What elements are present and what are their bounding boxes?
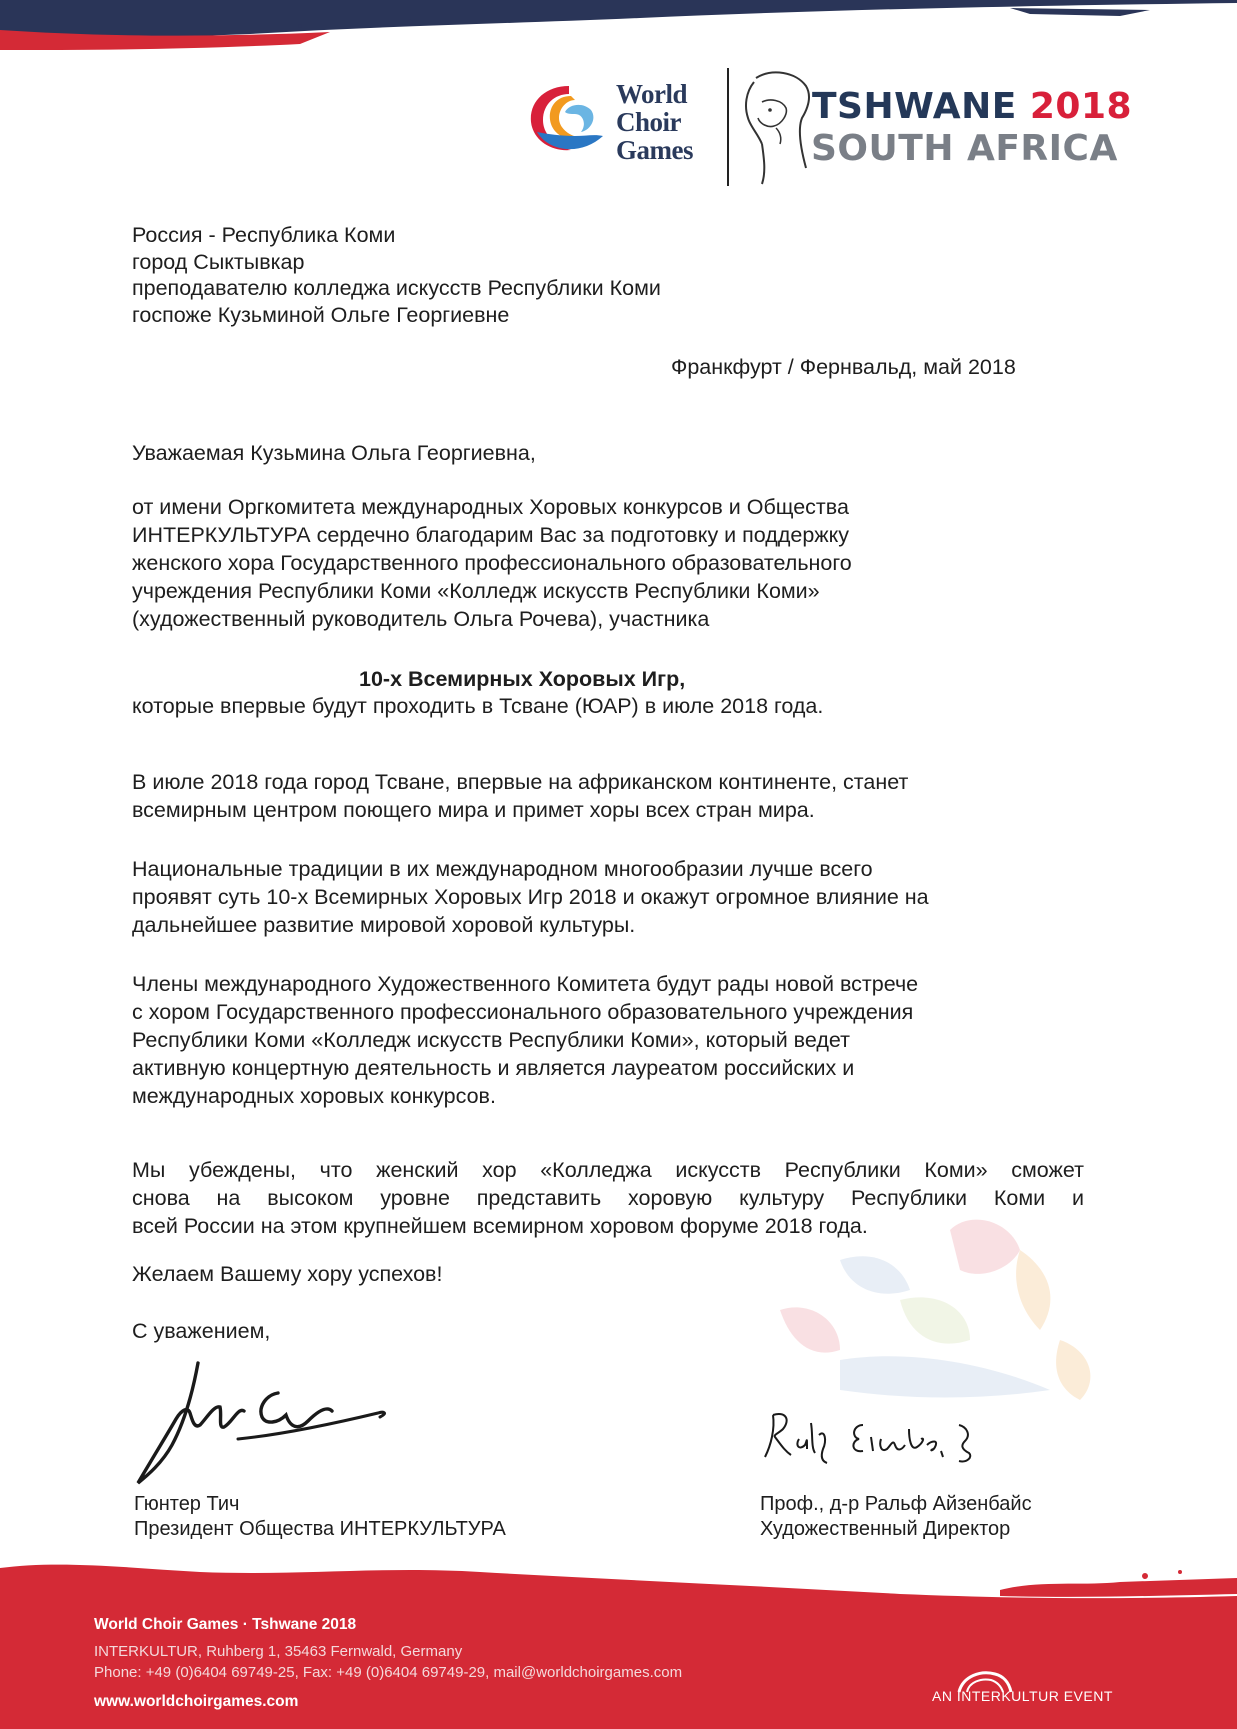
address-line: преподавателю колледжа искусств Республики Коми — [132, 276, 661, 300]
recipient-address — [132, 222, 661, 328]
wordmark-line-2: Choir — [616, 107, 681, 137]
wordmark-line-1: World — [616, 79, 688, 109]
paragraph-line: международных хоровых конкурсов. — [132, 1084, 496, 1108]
logo-divider — [727, 68, 729, 186]
closing: С уважением, — [132, 1319, 271, 1343]
paragraph-line: В июле 2018 года город Тсване, впервые на африканском континенте, станет — [132, 770, 909, 794]
signer-left-title: Президент Общества ИНТЕРКУЛЬТУРА — [134, 1518, 506, 1540]
signer-right — [760, 1492, 1032, 1542]
signature-left — [128, 1355, 398, 1495]
paragraph-5 — [132, 1156, 1084, 1240]
paragraph-line: всей России на этом крупнейшем всемирном хоровом форуме 2018 года. — [132, 1214, 868, 1238]
footer-title: World Choir Games · Tshwane 2018 — [94, 1616, 357, 1633]
lion-head-icon — [736, 68, 812, 186]
interkultur-event-mark: AN INTERKULTUR EVENT — [932, 1688, 1113, 1704]
world-choir-games-logo-icon — [525, 78, 613, 158]
paragraph-line: Республики Коми «Колледж искусств Республики Коми», который ведет — [132, 1028, 850, 1052]
event-date-line: которые впервые будут проходить в Тсване (ЮАР) в июле 2018 года. — [132, 694, 824, 718]
event-year: 2018 — [1029, 86, 1133, 127]
paragraph-2 — [132, 768, 908, 824]
footer — [0, 1560, 1237, 1729]
footer-address: INTERKULTUR, Ruhberg 1, 35463 Fernwald, Germany — [94, 1643, 463, 1660]
signer-left — [134, 1492, 506, 1542]
watermark-emblem — [720, 1190, 1160, 1530]
wordmark-line-3: Games — [616, 135, 693, 165]
event-city: TSHWANE — [812, 86, 1017, 127]
footer-website-link[interactable]: www.worldchoirgames.com — [94, 1693, 299, 1710]
paragraph-line: (художественный руководитель Ольга Рочева), участника — [132, 607, 710, 631]
paragraph-line: всемирным центром поющего мира и примет хоры всех стран мира. — [132, 798, 815, 822]
signer-left-name: Гюнтер Тич — [134, 1493, 240, 1515]
top-brush-stripe — [0, 0, 1237, 60]
paragraph-1 — [132, 493, 852, 633]
wish-line: Желаем Вашему хору успехов! — [132, 1262, 443, 1286]
paragraph-line: снова на высоком уровне представить хоровую культуру Республики Коми и — [132, 1186, 1084, 1210]
signer-right-name: Проф., д-р Ральф Айзенбайс — [760, 1493, 1032, 1515]
paragraph-line: ИНТЕРКУЛЬТУРА сердечно благодарим Вас за подготовку и поддержку — [132, 523, 850, 547]
event-title — [812, 86, 1132, 127]
paragraph-line: с хором Государственного профессионального образовательного учреждения — [132, 1000, 914, 1024]
address-line: город Сыктывкар — [132, 249, 305, 274]
address-line: госпоже Кузьминой Ольге Георгиевне — [132, 302, 510, 327]
paragraph-4 — [132, 970, 918, 1110]
paragraph-line: Члены международного Художественного Комитета будут рады новой встрече — [132, 972, 919, 996]
paragraph-line: Мы убеждены, что женский хор «Колледжа искусств Республики Коми» сможет — [132, 1158, 1084, 1182]
event-country: SOUTH AFRICA — [811, 128, 1118, 169]
paragraph-line: активную концертную деятельность и является лауреатом российских и — [132, 1056, 855, 1080]
salutation: Уважаемая Кузьмина Ольга Георгиевна, — [132, 441, 536, 465]
world-choir-games-wordmark — [616, 80, 726, 164]
signature-right — [755, 1405, 1015, 1475]
paragraph-line: проявят суть 10-х Всемирных Хоровых Игр 2018 и окажут огромное влияние на — [132, 885, 929, 909]
paragraph-line: Национальные традиции в их международном многообразии лучше всего — [132, 857, 873, 881]
signer-right-title: Художественный Директор — [760, 1518, 1011, 1540]
paragraph-line: женского хора Государственного профессионального образовательного — [132, 551, 852, 575]
paragraph-line: учреждения Республики Коми «Колледж искусств Республики Коми» — [132, 579, 820, 603]
event-name-line: 10-х Всемирных Хоровых Игр, — [359, 667, 686, 691]
paragraph-line: дальнейшее развитие мировой хоровой культуры. — [132, 913, 636, 937]
place-date: Франкфурт / Фернвальд, май 2018 — [671, 355, 1016, 379]
paragraph-3 — [132, 855, 929, 939]
paragraph-line: от имени Оргкомитета международных Хоровых конкурсов и Общества — [132, 495, 849, 519]
footer-contacts: Phone: +49 (0)6404 69749-25, Fax: +49 (0)6404 69749-29, mail@worldchoirgames.com — [94, 1664, 683, 1681]
address-line: Россия - Республика Коми — [132, 223, 396, 247]
